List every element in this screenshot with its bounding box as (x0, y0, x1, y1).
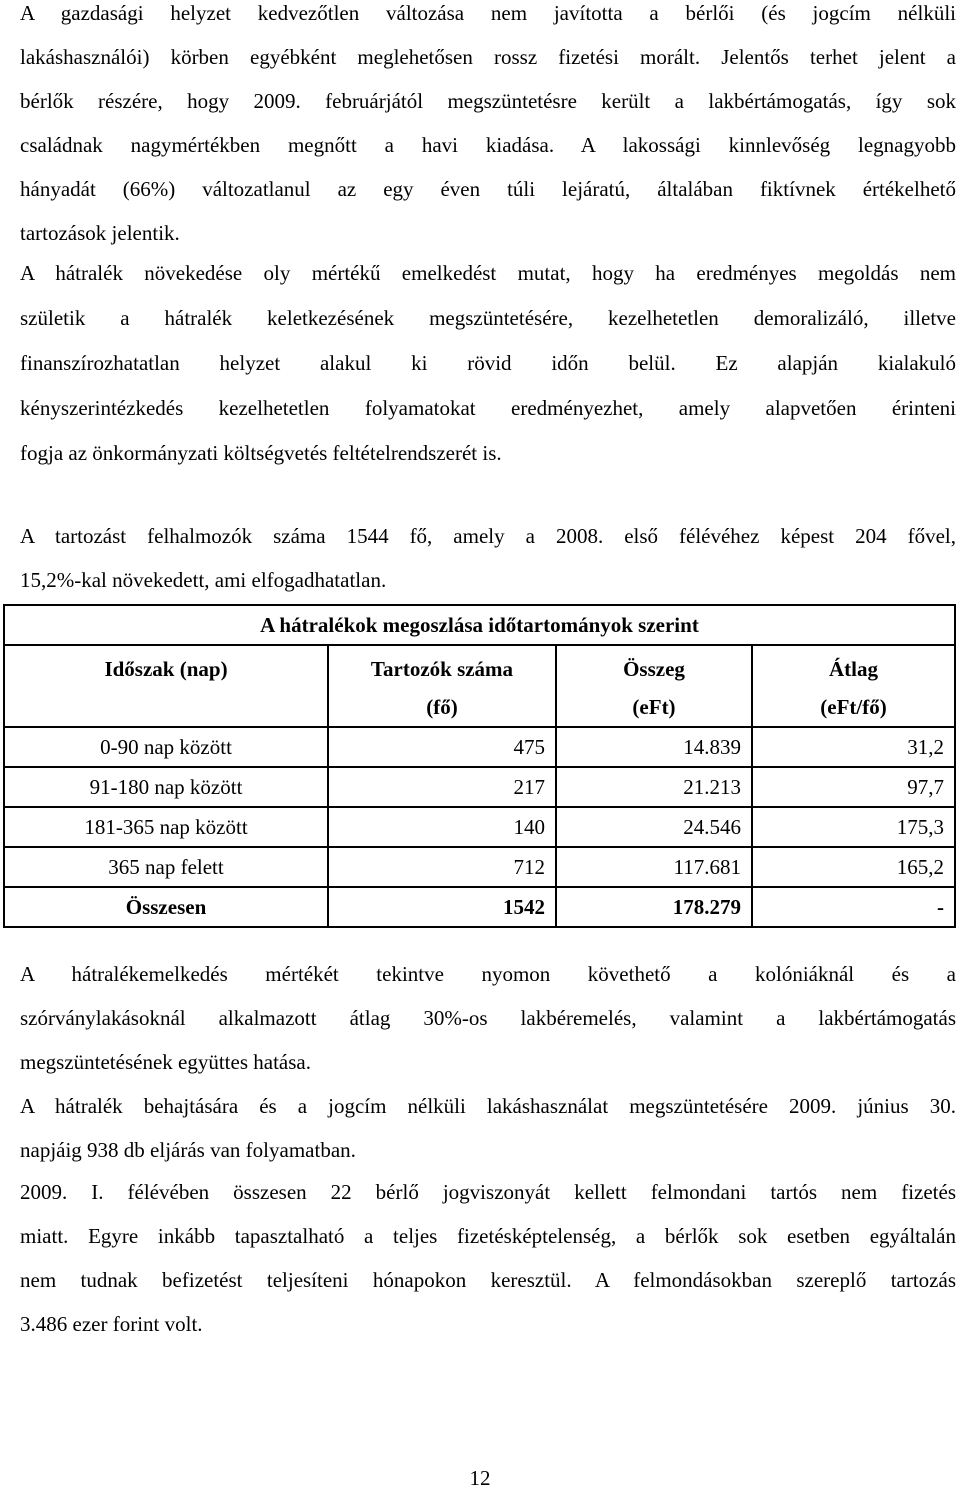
cell-period: 365 nap felett (4, 847, 328, 887)
table-row (4, 767, 955, 807)
table-header-row (4, 645, 955, 727)
text-line: A hátralékemelkedés mértékét tekintve nyomon követhető a kolóniáknál és a (20, 962, 956, 986)
text-line: fogja az önkormányzati költségvetés feltételrendszerét is. (20, 441, 502, 465)
header-amount-label: Összeg (623, 657, 685, 681)
text-line: kényszerintézkedés kezelhetetlen folyamatokat eredményezhet, amely alapvetően érinteni (20, 396, 956, 420)
header-amount-unit: (eFt) (632, 695, 676, 719)
text-line: bérlők részére, hogy 2009. februárjától megszüntetésre került a lakbértámogatás, így sok (20, 89, 956, 113)
header-debtors-label: Tartozók száma (370, 657, 514, 681)
text-line: napjáig 938 db eljárás van folyamatban. (20, 1138, 356, 1162)
text-line: nem tudnak befizetést teljesíteni hónapokon keresztül. A felmondásokban szereplő tartozás (20, 1268, 956, 1292)
paragraph-debtor-count (20, 514, 956, 602)
paragraph-collection-procedures (20, 1084, 956, 1172)
cell-total-average: - (752, 887, 955, 927)
paragraph-arrears-growth (20, 251, 956, 476)
text-line: 3.486 ezer forint volt. (20, 1312, 203, 1336)
table-row (4, 847, 955, 887)
cell-debtors: 712 (328, 847, 556, 887)
cell-total-label: Összesen (4, 887, 328, 927)
cell-debtors: 475 (328, 727, 556, 767)
paragraph-rent-increase (20, 952, 956, 1084)
cell-average: 31,2 (752, 727, 955, 767)
cell-total-debtors: 1542 (328, 887, 556, 927)
table-caption: A hátralékok megoszlása időtartományok szerint (4, 605, 955, 645)
text-line: A hátralék behajtására és a jogcím nélküli lakáshasználat megszüntetésére 2009. június 30. (20, 1094, 956, 1118)
text-line: hányadát (66%) változatlanul az egy éven túli lejáratú, általában fiktívnek értékelhető (20, 177, 956, 201)
text-line: 15,2%-kal növekedett, ami elfogadhatatlan. (20, 568, 387, 592)
text-line: megszüntetésének együttes hatása. (20, 1050, 311, 1074)
arrears-distribution-table (3, 604, 956, 928)
header-period-label: Időszak (nap) (104, 657, 228, 681)
cell-debtors: 140 (328, 807, 556, 847)
cell-amount: 117.681 (556, 847, 752, 887)
cell-average: 97,7 (752, 767, 955, 807)
text-line: A hátralék növekedése oly mértékű emelkedést mutat, hogy ha eredményes megoldás nem (20, 261, 956, 285)
cell-average: 175,3 (752, 807, 955, 847)
cell-amount: 24.546 (556, 807, 752, 847)
cell-average: 165,2 (752, 847, 955, 887)
header-average-unit: (eFt/fő) (820, 695, 887, 719)
page-number: 12 (469, 1466, 491, 1490)
text-line: családnak nagymértékben megnőtt a havi kiadása. A lakossági kinnlevőség legnagyobb (20, 133, 956, 157)
header-average (752, 645, 955, 727)
text-line: szórványlakásoknál alkalmazott átlag 30%-os lakbéremelés, valamint a lakbértámogatás (20, 1006, 956, 1030)
text-line: finanszírozhatatlan helyzet alakul ki rövid időn belül. Ez alapján kialakuló (20, 351, 956, 375)
header-period (4, 645, 328, 727)
table-row (4, 727, 955, 767)
cell-amount: 14.839 (556, 727, 752, 767)
cell-total-amount: 178.279 (556, 887, 752, 927)
cell-period: 181-365 nap között (4, 807, 328, 847)
header-debtors-unit: (fő) (426, 695, 458, 719)
text-line: 2009. I. félévében összesen 22 bérlő jogviszonyát kellett felmondani tartós nem fizetés (20, 1180, 956, 1204)
cell-period: 91-180 nap között (4, 767, 328, 807)
header-amount (556, 645, 752, 727)
cell-amount: 21.213 (556, 767, 752, 807)
header-debtors (328, 645, 556, 727)
cell-debtors: 217 (328, 767, 556, 807)
table-row (4, 807, 955, 847)
text-line: tartozások jelentik. (20, 221, 180, 245)
header-average-label: Átlag (829, 657, 878, 681)
text-line: születik a hátralék keletkezésének megszüntetésére, kezelhetetlen demoralizáló, illetve (20, 306, 956, 330)
table-total-row (4, 887, 955, 927)
paragraph-terminations (20, 1170, 956, 1346)
text-line: A gazdasági helyzet kedvezőtlen változása nem javította a bérlői (és jogcím nélküli (20, 1, 956, 25)
cell-period: 0-90 nap között (4, 727, 328, 767)
paragraph-payment-morale (20, 0, 956, 255)
text-line: miatt. Egyre inkább tapasztalható a teljes fizetésképtelenség, a bérlők sok esetben egyáltalán (20, 1224, 956, 1248)
text-line: lakáshasználói) körben egyébként meglehetősen rossz fizetési morált. Jelentős terhet jelent a (20, 45, 956, 69)
text-line: A tartozást felhalmozók száma 1544 fő, amely a 2008. első félévéhez képest 204 fővel, (20, 524, 956, 548)
